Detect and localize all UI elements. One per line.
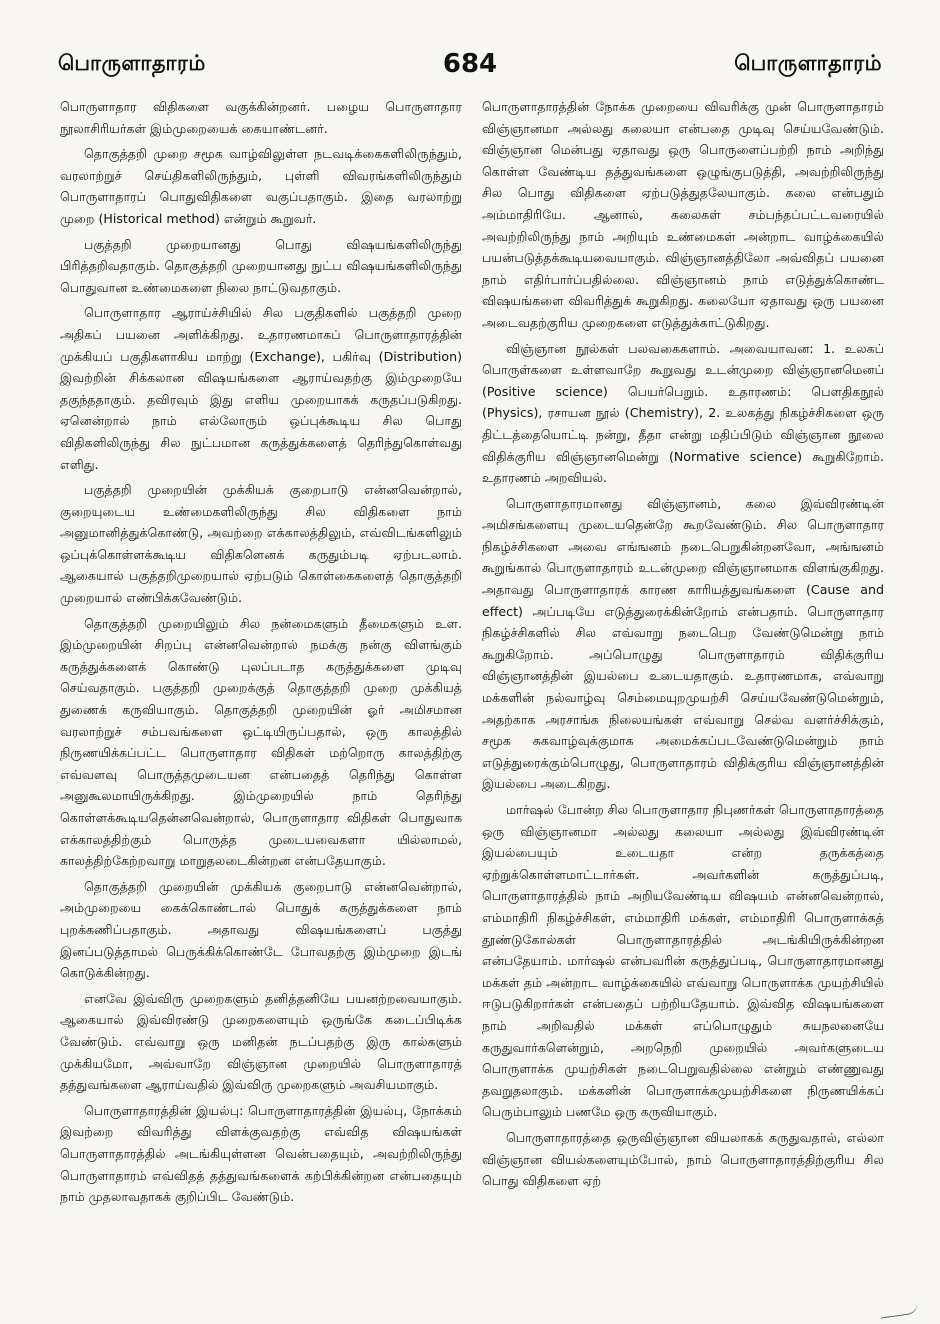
- page-header: [58, 40, 882, 88]
- right-column: [482, 96, 884, 1296]
- paragraph: மார்ஷல் போன்ற சில பொருளாதார நிபுணர்கள் பொருளாதாரத்தை ஒரு விஞ்ஞானமா அல்லது கலையா அல்லது இவ்விரண்டின் இயல்பையும் உடையதா என்ற தருக்கத்தை ஏற்றுக்கொள்ளமாட்டார்கள். அவர்களின் கருத்துப்படி, பொருளாதாரத்தில் நாம் அறியவேண்டிய விஷயம் என்னவென்றால், எம்மாதிரி நிகழ்ச்சிகள், எம்மாதிரி மக்கள், எம்மாதிரி பொருளாக்கத் தூண்டுகோல்கள் பொருளாதாரத்தில் அடங்கியிருக்கின்றன என்பதேயாம். மார்ஷல் என்பவரின் கருத்துப்படி, பொருளாதாரமானது மக்கள் தம் அன்றாட வாழ்க்கையில் எவ்வாறு பொருளாக்க முயற்சியில் ஈடுபடுகிறார்கள் என்பதைப் பற்றியதேயாம். இவ்வித விஷயங்களை நாம் அறிவதில் மக்கள் எப்பொழுதும் சுயநலனையே கருதுவார்களென்றும், அறநெறி முறையில் அவர்களுடைய பொருளாக்க முயற்சிகள் நடைபெறுவதில்லை என்றும் எண்ணுவது தவறுதலாகும். மக்களின் பொருளாக்கமுயற்சிகளை நிருணயிக்கப் பெரும்பாலும் பணமே ஒரு கருவியாகும்.: [482, 802, 884, 1120]
- running-head-right: பொருளாதாரம்: [734, 50, 882, 75]
- page-number: 684: [442, 49, 498, 79]
- paragraph: பொருளாதாரமானது விஞ்ஞானம், கலை இவ்விரண்டின் அமிசங்களையு முடையதென்றே கூறவேண்டும். சில பொருளாதார நிகழ்ச்சிகளை அவை எங்ஙனம் நடைபெறுகின்றனவோ, அங்ஙனம் கூறுங்கால் பொருளாதாரம் உடன்முறை விஞ்ஞானமாக விளங்குகிறது. அதாவது பொருளாதாரக் காரண காரியத்துவங்களை (Cause and effect) அப்படியே எடுத்துரைக்கின்றோம் என்பதாம். பொருளாதார நிகழ்ச்சிகளில் சில எவ்வாறு நடைபெற வேண்டுமென்று நாம் கூறுகிறோம். அப்பொழுது பொருளாதாரம் விதிக்குரிய விஞ்ஞானத்தின் இயல்பை உடையதாகும். உதாரணமாக, எவ்வாறு மக்களின் நல்வாழ்வு செம்மையுறமுயற்சி செய்யவேண்டுமென்றும், அதற்காக அரசாங்க நிலையங்கள் எவ்வாறு செல்வ வளர்ச்சிக்கும், சமூக சுகவாழ்வுக்குமாக அமைக்கப்படவேண்டுமென்றும் நாம் எடுத்துரைக்கும்பொழுது, பொருளாதாரம் விதிக்குரிய விஞ்ஞானத்தின் இயல்பை அடைகிறது.: [482, 495, 884, 792]
- paragraph: தொகுத்தறி முறையிலும் சில நன்மைகளும் தீமைகளும் உள. இம்முறையின் சிறப்பு என்னவென்றால் நமக்கு நன்கு விளங்கும் கருத்துக்களைக் கொண்டு புலப்படாத கருத்துக்களை முடிவு செய்வதாகும். பகுத்தறி முறைக்குத் தொகுத்தறி முறை முக்கியத் துணைக் கருவியாகும். தொகுத்தறி முறையின் ஓர் அமிசமான வரலாற்றுச் சம்பவங்களை ஒட்டியிருப்பதால், ஒரு காலத்தில் நிருணயிக்கப்பட்ட பொருளாதார விதிகள் மற்றொரு காலத்திற்கு எவ்வளவு பொருத்தமுடையன என்பதைத் தெரிந்து கொள்ள அனுகூலமாயிருக்கிறது. இம்முறையில் நாம் தெரிந்து கொள்ளக்கூடியதென்னவென்றால், பொருளாதார விதிகள் பொதுவாக எக்காலத்திற்கும் பொருத்த முடையவைகளா யில்லாமல், காலத்திற்கேற்றவாறு மாறுதலடைகின்றன என்பதேயாகும்.: [60, 615, 462, 869]
- running-head-left: பொருளாதாரம்: [58, 50, 206, 75]
- paragraph: தொகுத்தறி முறையின் முக்கியக் குறைபாடு என்னவென்றால், அம்முறையை கைக்கொண்டால் பொதுக் கருத்துக்களை நாம் புறக்கணிப்பதாகும். அதாவது விஷயங்களைப் பகுத்து இனப்படுத்தாமல் பெருக்கிக்கொண்டே போவதற்கு இம்முறை இடங் கொடுக்கின்றது.: [60, 878, 462, 981]
- paragraph: எனவே இவ்விரு முறைகளும் தனித்தனியே பயனற்றவையாகும். ஆகையால் இவ்விரண்டு முறைகளையும் ஒருங்கே கடைப்பிடிக்க வேண்டும். எவ்வாறு ஒரு மனிதன் நடப்பதற்கு இரு கால்களும் முக்கியமோ, அவ்வாறே விஞ்ஞான முறையில் பொருளாதாரத் தத்துவங்களை ஆராய்வதில் இவ்விரு முறைகளும் அவசியமாகும்.: [60, 990, 462, 1093]
- paragraph: பொருளாதாரத்தை ஒருவிஞ்ஞான வியலாகக் கருதுவதால், எல்லா விஞ்ஞான வியல்களையும்போல், நாம் பொருளாதாரத்திற்குரிய சில பொது விதிகளை ஏற்: [482, 1129, 884, 1189]
- paragraph: பொருளாதாரத்தின் இயல்பு: பொருளாதாரத்தின் இயல்பு, நோக்கம் இவற்றை விவரித்து விளக்குவதற்கு எவ்வித விஷயங்கள் பொருளாதாரத்தில் அடங்கியுள்ளன வென்பதையும், அவற்றிலிருந்து பொருளாதாரம் எவ்விதத் தத்துவங்களைக் கற்பிக்கின்றன என்பதையும் நாம் முதலாவதாகக் குறிப்பிட வேண்டும்.: [60, 1102, 462, 1205]
- paragraph: பொருளாதார ஆராய்ச்சியில் சில பகுதிகளில் பகுத்தறி முறை அதிகப் பயனை அளிக்கிறது. உதாரணமாகப் பொருளாதாரத்தின் முக்கியப் பகுதிகளாகிய மாற்று (Exchange), பகிர்வு (Distribution) இவற்றின் சிக்கலான விஷயங்களை ஆராய்வதற்கு இம்முறையே தகுந்ததாகும். தவிரவும் இது எளிய முறையாகக் கருதப்படுகிறது. ஏனென்றால் நாம் எல்லோரும் ஒப்புக்கூடிய சில பொது விதிகளிலிருந்து சில நுட்பமான கருத்துக்களைத் தெரிந்துகொள்வது எளிது.: [60, 305, 462, 472]
- paragraph: பகுத்தறி முறையின் முக்கியக் குறைபாடு என்னவென்றால், குறையுடைய உண்மைகளிலிருந்து சில விதிகளை நாம் அனுமானித்துக்கொண்டு, அவற்றை எக்காலத்திலும், எவ்விடங்களிலும் ஒப்புக்கொள்ளக்கூடிய விதிகளெனக் கருதும்படி ஏற்படலாம். ஆகையால் பகுத்தறிமுறையால் ஏற்படும் கொள்கைகளைத் தொகுத்தறி முறையால் எண்பிக்கவேண்டும்.: [60, 482, 462, 606]
- paragraph: பொருளாதாரத்தின் நோக்க முறையை விவரிக்கு முன் பொருளாதாரம் விஞ்ஞானமா அல்லது கலையா என்பதை முடிவு செய்யவேண்டும். விஞ்ஞான மென்பது ஏதாவது ஒரு பொருளைப்பற்றி நாம் அறிந்து கொள்ள வேண்டிய தத்துவங்களை ஒழுங்குபடுத்தி, அவற்றிலிருந்து சில பொது விதிகளை ஏற்படுத்துதலேயாகும். கலை என்பதும் அம்மாதிரியே. ஆனால், கலைகள் சம்பந்தப்பட்டவரையில் அவற்றிலிருந்து நாம் அறியும் உண்மைகள் அன்றாட வாழ்க்கையில் பயன்படுத்தக்கூடியவையாகும். விஞ்ஞானத்திலோ அவ்விதப் பயனை நாம் எதிர்பார்ப்பதில்லை. விஞ்ஞானம் நாம் எடுத்துக்கொண்ட விஷயங்களை விவரித்துக் கூறுகிறது. கலையோ ஏதாவது ஒரு பயனை அடைவதற்குரிய முறைகளை எடுத்துக்காட்டுகிறது.: [482, 99, 884, 330]
- paragraph: விஞ்ஞான நூல்கள் பலவகைகளாம். அவையாவன: 1. உலகப் பொருள்களை உள்ளவாறே கூறுவது உடன்முறை விஞ்ஞானமெனப் (Positive science) பெயர்பெறும். உதாரணம்: பௌதிகநூல் (Physics), ரசாயன நூல் (Chemistry), 2. உலகத்து நிகழ்ச்சிகளை ஒரு திட்டத்தையொட்டி நன்று, தீதா என்று மதிப்பிடும் விஞ்ஞான நூலை விதிக்குரிய விஞ்ஞானமென்று (Normative science) கூறுகிறோம். உதாரணம் அறவியல்.: [482, 340, 884, 486]
- left-column: [60, 96, 462, 1296]
- paragraph: பகுத்தறி முறையானது பொது விஷயங்களிலிருந்து பிரித்தறிவதாகும். தொகுத்தறி முறையானது நுட்ப விஷயங்களிலிருந்து பொதுவான உண்மைகளை நிலை நாட்டுவதாகும்.: [60, 236, 462, 295]
- page-corner-mark: [879, 1302, 918, 1318]
- paragraph: பொருளாதார விதிகளை வகுக்கின்றனர். பழைய பொருளாதார நூலாசிரியர்கள் இம்முறையைக் கையாண்டனர்.: [60, 99, 462, 136]
- paragraph: தொகுத்தறி முறை சமூக வாழ்விலுள்ள நடவடிக்கைகளிலிருந்தும், வரலாற்றுச் செய்திகளிலிருந்தும், புள்ளி விவரங்களிலிருந்தும் பொருளாதாரப் பொதுவிதிகளை வகுப்பதாகும். இதை வரலாற்று முறை (Historical method) என்றும் கூறுவர்.: [60, 146, 462, 226]
- column-gutter: [472, 96, 473, 1296]
- text-columns: [60, 96, 884, 1296]
